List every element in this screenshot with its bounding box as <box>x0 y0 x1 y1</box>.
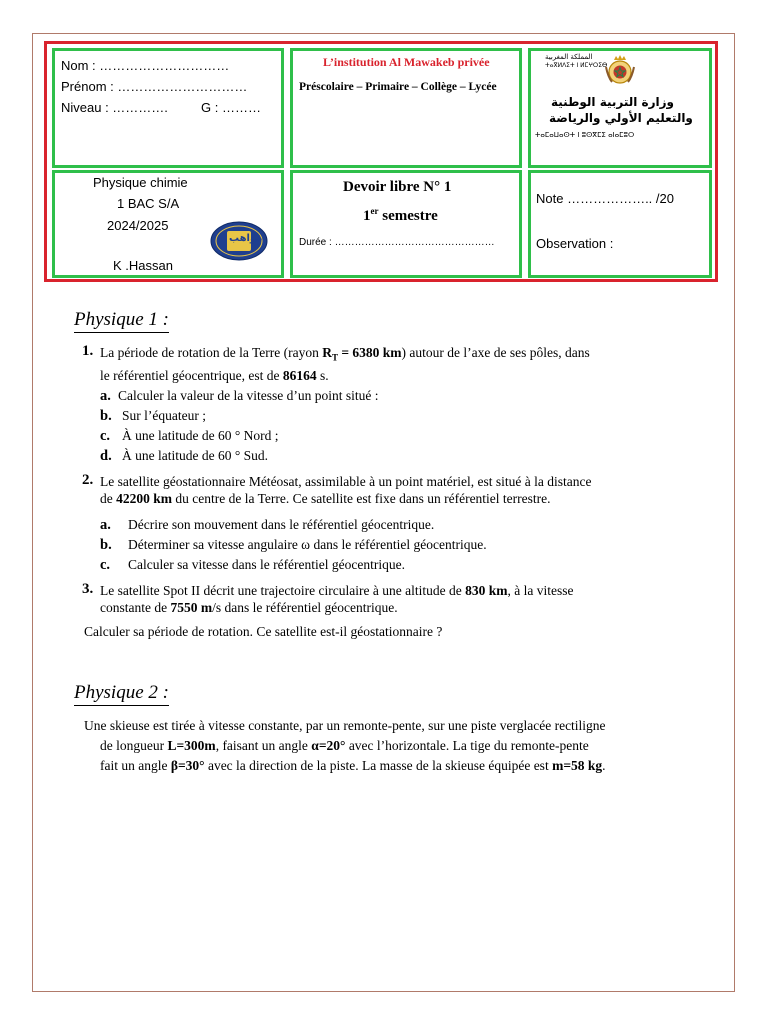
p2-length-value: L=300m <box>167 738 216 753</box>
q1-text-l2c: s. <box>316 367 329 383</box>
groupe-field: G : ……… <box>201 100 261 115</box>
note-field: Note ……………….. /20 <box>536 191 674 206</box>
q2-distance-value: 42200 km <box>116 491 173 506</box>
q2-text-l2c: du centre de la Terre. Ce satellite est fixe dans un référentiel terrestre. <box>172 491 551 506</box>
class-level: 1 BAC S/A <box>117 196 180 211</box>
q3-text-l2c: /s dans le référentiel géocentrique. <box>212 600 398 615</box>
q2-line-1: Le satellite géostationnaire Météosat, assimilable à un point matériel, est situé à la distance <box>100 474 592 489</box>
question-3-number: 3. <box>82 581 94 597</box>
nom-field: Nom : ………………………… <box>61 58 230 73</box>
ministry-line-3: وزارة التربية الوطنية <box>551 95 675 109</box>
q1-item-d-letter: d. <box>100 448 112 464</box>
q1-item-a <box>100 387 379 407</box>
q1-radius-value: = 6380 km <box>337 345 402 360</box>
niveau-field: Niveau : …………. <box>61 100 168 115</box>
p2-mass-value: m=58 kg <box>552 758 603 773</box>
q3-text-l2a: constante de <box>100 600 171 615</box>
teacher-name: K .Hassan <box>113 258 173 273</box>
q1-item-c-text: À une latitude de 60 ° Nord ; <box>122 428 279 443</box>
p2-text-l3e: . <box>602 758 606 773</box>
q2-item-a-text: Décrire son mouvement dans le référentiel géocentrique. <box>128 517 435 532</box>
observation-field: Observation : <box>536 236 614 251</box>
q1-item-a-text: Calculer la valeur de la vitesse d’un point situé : <box>118 388 379 403</box>
q3-speed-value: 7550 m <box>170 600 213 615</box>
ministry-line-2: ⵜⴰⴳⵍⴷⵉⵜ ⵏ ⵍⵎⵖⵔⵉⴱ <box>545 62 608 69</box>
subject-label: Physique chimie <box>93 175 188 190</box>
moroccan-emblem-icon <box>603 53 637 87</box>
duration-field: Durée : ………………………………………… <box>299 237 495 248</box>
semester-number: 1 <box>363 208 371 224</box>
q1-text-a: La période de rotation de la Terre (rayon <box>100 345 323 360</box>
ministry-cell <box>528 48 712 168</box>
question-2-number: 2. <box>82 472 94 488</box>
q1-period-value: 86164 <box>282 367 317 383</box>
question-2-items <box>100 516 487 576</box>
q1-item-d <box>100 447 379 467</box>
p2-text-a: de longueur <box>100 738 168 753</box>
question-3-text <box>100 582 680 616</box>
q1-item-b-letter: b. <box>100 408 112 424</box>
q1-item-c-letter: c. <box>100 428 111 444</box>
institution-cell <box>290 48 522 168</box>
q1-item-b <box>100 407 379 427</box>
semester-label <box>363 206 438 225</box>
prenom-field: Prénom : ………………………… <box>61 79 248 94</box>
p2-line-1: Une skieuse est tirée à vitesse constante, par un remonte-pente, sur une piste verglacée rectiligne <box>84 718 606 733</box>
course-info-cell <box>52 170 284 278</box>
q1-item-b-text: Sur l’équateur ; <box>122 408 206 423</box>
q2-item-c-text: Calculer sa vitesse dans le référentiel géocentrique. <box>128 557 406 572</box>
q2-item-b <box>100 536 487 556</box>
school-logo-text: مواهب <box>229 233 263 244</box>
q3-text-c: , à la vitesse <box>507 583 574 598</box>
exam-header <box>44 41 718 282</box>
question-1-number: 1. <box>82 343 94 359</box>
q1-radius-subscript: T <box>331 352 338 363</box>
question-1-text <box>100 344 680 384</box>
q2-item-b-text: Déterminer sa vitesse angulaire ω dans le référentiel géocentrique. <box>128 537 487 552</box>
q3-text-a: Le satellite Spot II décrit une trajectoire circulaire à une altitude de <box>100 583 466 598</box>
p2-text-e: avec l’horizontale. La tige du remonte-pente <box>345 738 589 753</box>
student-info-cell <box>52 48 284 168</box>
semester-word: semestre <box>382 208 438 224</box>
ministry-line-4: والتعليم الأولي والرياضة <box>549 111 693 125</box>
physique-2-text <box>84 716 684 776</box>
ministry-line-1: المملكة المغربية <box>545 53 593 61</box>
p2-alpha-value: α=20° <box>311 738 346 753</box>
school-year: 2024/2025 <box>107 218 169 233</box>
q2-item-c-letter: c. <box>100 557 111 573</box>
q1-text-l2a: le référentiel géocentrique, est de <box>100 367 283 383</box>
q2-item-a-letter: a. <box>100 517 111 533</box>
ministry-line-5: ⵜⴰⵎⴰⵡⴰⵙⵜ ⵏ ⵓⵙⴳⵎⵉ ⴰⵏⴰⵎⵓⵔ <box>535 131 635 139</box>
q1-item-c <box>100 427 379 447</box>
institution-name: L’institution Al Mawakeb privée <box>323 55 490 69</box>
q2-text-l2a: de <box>100 491 117 506</box>
q1-item-d-text: À une latitude de 60 ° Sud. <box>122 448 269 463</box>
physique-2-title: Physique 2 : <box>74 682 169 706</box>
q2-item-c <box>100 556 487 576</box>
grading-cell <box>528 170 712 278</box>
q1-item-a-letter: a. <box>100 388 111 404</box>
q1-text-e: ) autour de l’axe de ses pôles, dans <box>401 345 590 360</box>
p2-text-c: , faisant un angle <box>215 738 312 753</box>
p2-text-l3a: fait un angle <box>100 758 171 773</box>
p2-text-l3c: avec la direction de la piste. La masse de la skieuse équipée est <box>204 758 553 773</box>
exam-title: Devoir libre N° 1 <box>343 179 452 195</box>
question-1-items <box>100 387 379 467</box>
q1-radius-symbol: R <box>322 345 332 360</box>
q3-altitude-value: 830 km <box>465 583 508 598</box>
semester-superscript: er <box>370 206 379 216</box>
school-cycles: Préscolaire – Primaire – Collège – Lycée <box>299 81 497 93</box>
question-3-final: Calculer sa période de rotation. Ce satellite est-il géostationnaire ? <box>84 624 443 639</box>
p2-beta-value: β=30° <box>170 758 205 773</box>
school-logo-icon <box>210 221 268 261</box>
exam-title-cell <box>290 170 522 278</box>
question-2-text <box>100 473 680 507</box>
physique-1-title: Physique 1 : <box>74 309 169 333</box>
q2-item-a <box>100 516 487 536</box>
q2-item-b-letter: b. <box>100 537 112 553</box>
